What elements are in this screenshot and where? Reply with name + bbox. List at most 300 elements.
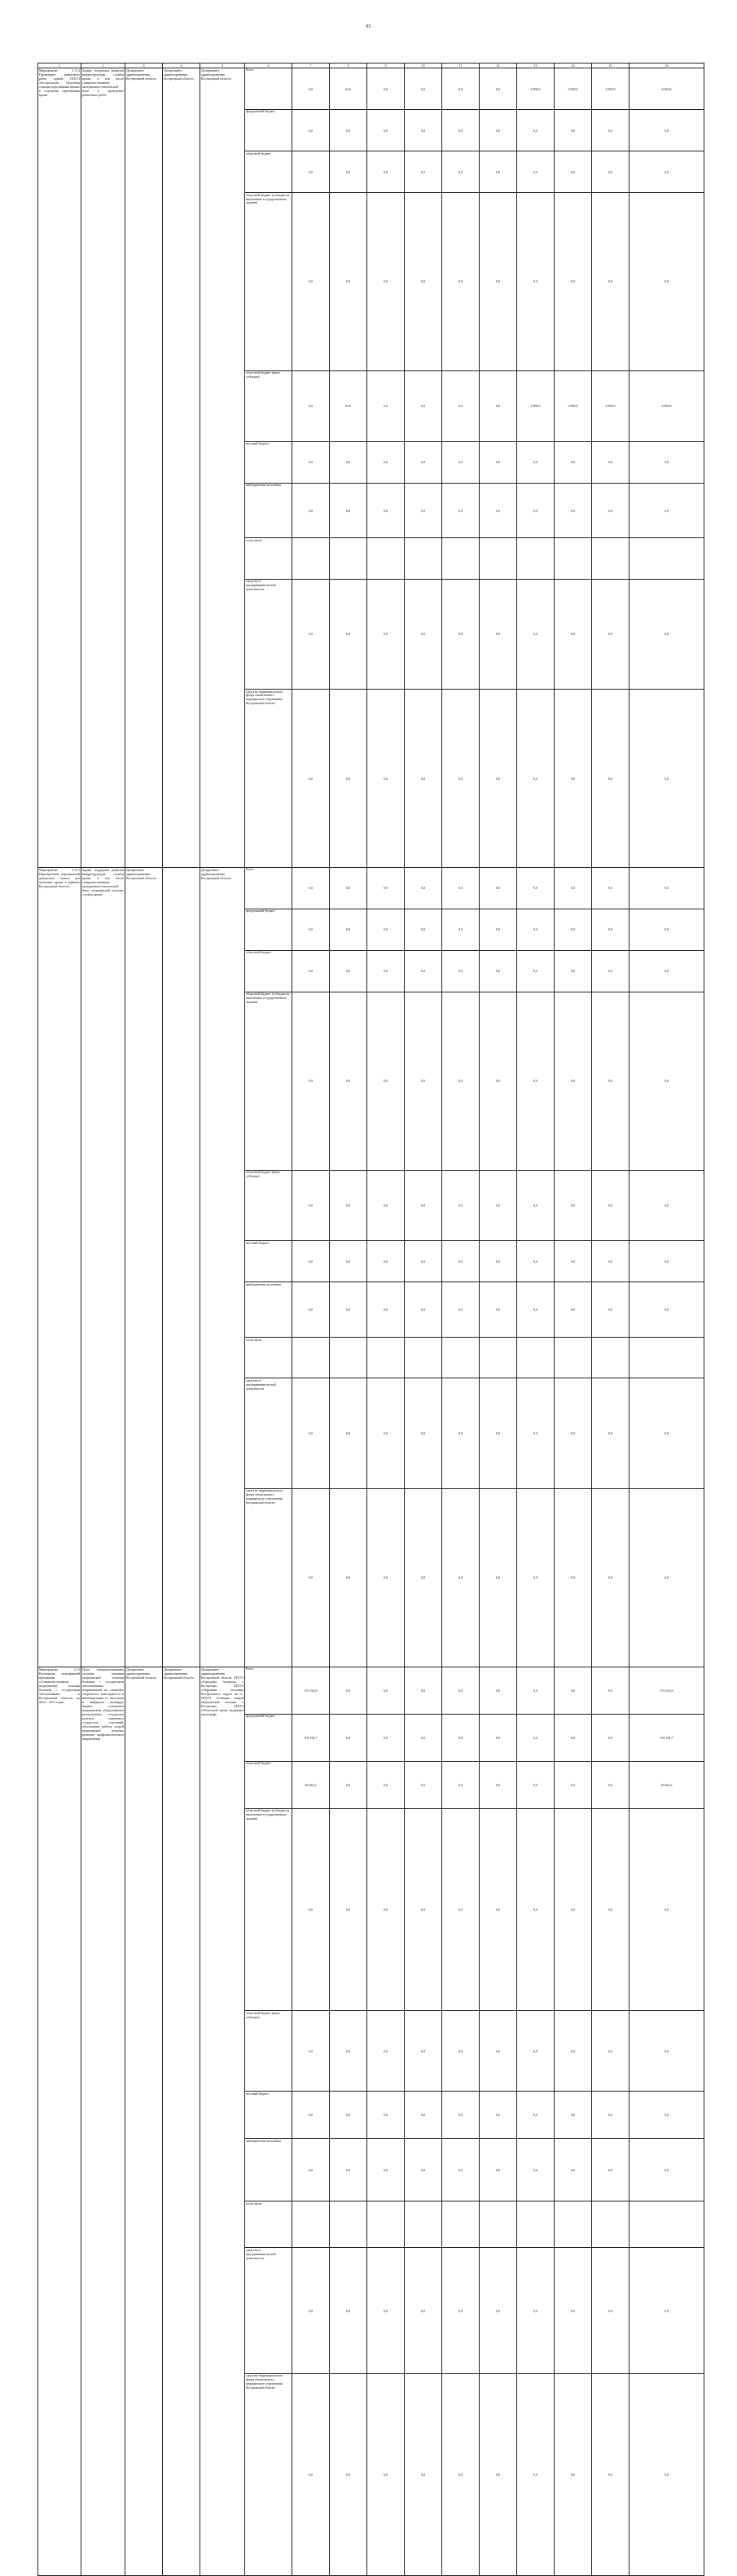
- amount-cell: 0,0: [292, 1282, 330, 1338]
- block-c3-cell: Департамент здравоохранения Костромской области: [125, 68, 163, 868]
- amount-cell: 0,0: [330, 1282, 367, 1338]
- amount-cell: 0,0: [367, 867, 405, 909]
- amount-cell: 0,0: [442, 1282, 480, 1338]
- amount-cell: 0,0: [517, 1714, 555, 1761]
- amount-cell: 0,0: [442, 1489, 480, 1667]
- amount-cell: [367, 538, 405, 579]
- amount-cell: 0,0: [555, 1378, 592, 1489]
- amount-cell: [517, 1338, 555, 1378]
- amount-cell: 0,0: [330, 867, 367, 909]
- amount-cell: 0,0: [630, 441, 704, 483]
- amount-cell: 0,0: [592, 1761, 630, 1808]
- funding-source-cell: в том числе:: [245, 2201, 292, 2248]
- funding-source-cell: внебюджетные источники: [245, 1282, 292, 1338]
- amount-cell: 0,0: [480, 110, 517, 151]
- amount-cell: 0,0: [555, 151, 592, 193]
- amount-cell: 0,0: [517, 579, 555, 690]
- amount-cell: 0,0: [367, 1714, 405, 1761]
- block-c2-cell: Задача: поддержка развития инфраструктуры службы крови, в том числе совершенствование материально-технической базы, медицинской помощи, службы крови: [81, 867, 125, 1667]
- funding-source-cell: областной бюджет: [245, 1761, 292, 1808]
- header-cell: 11: [442, 64, 480, 68]
- amount-cell: [405, 1338, 442, 1378]
- amount-cell: 0,0: [330, 2092, 367, 2139]
- amount-cell: 0,0: [555, 1714, 592, 1761]
- amount-cell: 0,0: [292, 2139, 330, 2201]
- amount-cell: 0,0: [630, 950, 704, 992]
- amount-cell: 0,0: [442, 1241, 480, 1282]
- amount-cell: 0,0: [592, 1282, 630, 1338]
- amount-cell: 0,0: [630, 579, 704, 690]
- amount-cell: 0,0: [405, 1761, 442, 1808]
- amount-cell: 0,0: [480, 2092, 517, 2139]
- amount-cell: 0,0: [630, 483, 704, 538]
- amount-cell: 0,0: [630, 2092, 704, 2139]
- header-cell: 4: [163, 64, 200, 68]
- table-row: [38, 68, 704, 110]
- amount-cell: 0,0: [480, 690, 517, 868]
- amount-cell: 0,0: [367, 1282, 405, 1338]
- amount-cell: 0,0: [555, 690, 592, 868]
- amount-cell: 0,0: [592, 1489, 630, 1667]
- amount-cell: 0,0: [405, 1667, 442, 1714]
- amount-cell: [555, 538, 592, 579]
- header-cell: 2: [81, 64, 125, 68]
- amount-cell: [330, 1338, 367, 1378]
- amount-cell: 0,0: [292, 2092, 330, 2139]
- amount-cell: 0,0: [405, 193, 442, 370]
- amount-cell: [480, 538, 517, 579]
- funding-source-cell: Всего: [245, 867, 292, 909]
- amount-cell: [517, 538, 555, 579]
- amount-cell: 0,0: [367, 1170, 405, 1241]
- amount-cell: 0,0: [405, 1170, 442, 1241]
- amount-cell: 0,0: [405, 950, 442, 992]
- amount-cell: 0,0: [367, 2373, 405, 2576]
- amount-cell: 0,0: [480, 370, 517, 441]
- amount-cell: 0,0: [330, 1667, 367, 1714]
- header-cell: 10: [405, 64, 442, 68]
- funding-source-cell: областной бюджет (субсидии на выполнение государственного задания): [245, 1808, 292, 2011]
- amount-cell: 0,0: [405, 690, 442, 868]
- amount-cell: [442, 538, 480, 579]
- amount-cell: [367, 1338, 405, 1378]
- amount-cell: 0,0: [630, 1378, 704, 1489]
- amount-cell: 0,0: [330, 2139, 367, 2201]
- amount-cell: 0,0: [517, 441, 555, 483]
- amount-cell: 0,0: [367, 441, 405, 483]
- amount-cell: 0,0: [517, 992, 555, 1170]
- amount-cell: 0,0: [555, 441, 592, 483]
- block-c4-cell: Департамент здравоохранения Костромской области: [163, 1667, 200, 2576]
- block-c2-cell: Цель: совершенствование системы оказания медицинской помощи больным с сосудистыми заболеваниями, направленной на снижение смертности, инвалидности и инвалидизации от инсультов и инфарктов миокарда. Задачи: оснащение медицинским оборудованием региональных сосудистых центров, первичных сосудистых отделений, обеспечение работы скорой медицинской помощи, развитие профилактического направления: [81, 1667, 125, 2576]
- amount-cell: 0,0: [592, 1241, 630, 1282]
- amount-cell: 0,0: [480, 1714, 517, 1761]
- amount-cell: 0,0: [517, 1282, 555, 1338]
- amount-cell: 0,0: [555, 2248, 592, 2373]
- amount-cell: [330, 2201, 367, 2248]
- amount-cell: 0,0: [330, 690, 367, 868]
- amount-cell: 0,0: [405, 1241, 442, 1282]
- amount-cell: 0,0: [330, 2248, 367, 2373]
- amount-cell: 0,0: [442, 1667, 480, 1714]
- amount-cell: 0,0: [330, 151, 367, 193]
- funding-source-cell: Всего: [245, 68, 292, 110]
- amount-cell: 0,0: [480, 483, 517, 538]
- amount-cell: 0,0: [442, 2092, 480, 2139]
- amount-cell: 0,0: [592, 1808, 630, 2011]
- table-row: [38, 867, 704, 909]
- amount-cell: [292, 2201, 330, 2248]
- funding-source-cell: областной бюджет (иные субсидии): [245, 1170, 292, 1241]
- amount-cell: 0,0: [442, 1808, 480, 2011]
- amount-cell: [517, 2201, 555, 2248]
- amount-cell: 0,0: [292, 1378, 330, 1489]
- amount-cell: 0,0: [292, 2373, 330, 2576]
- amount-cell: [292, 1338, 330, 1378]
- amount-cell: 0,0: [517, 1667, 555, 1714]
- header-cell: 14: [555, 64, 592, 68]
- program-table: [37, 63, 704, 2576]
- amount-cell: [630, 2201, 704, 2248]
- amount-cell: 0,0: [330, 909, 367, 950]
- amount-cell: 0,0: [592, 950, 630, 992]
- amount-cell: 0,0: [442, 2248, 480, 2373]
- amount-cell: 0,0: [405, 370, 442, 441]
- amount-cell: 0,0: [442, 1378, 480, 1489]
- amount-cell: 0,0: [630, 1489, 704, 1667]
- amount-cell: 0,0: [367, 2139, 405, 2201]
- block-c1-cell: Мероприятие 2.11.4 Проведение ремонтных работ зданий ОГБУЗ «Костромская областная станция переливания крови» в отделении переливания крови: [38, 68, 81, 868]
- amount-cell: 63,6: [330, 68, 367, 110]
- amount-cell: 0,0: [592, 909, 630, 950]
- table-body: [38, 64, 704, 2576]
- amount-cell: 0,0: [405, 441, 442, 483]
- amount-cell: 0,0: [517, 950, 555, 992]
- funding-source-cell: внебюджетные источники: [245, 483, 292, 538]
- amount-cell: 0,0: [367, 579, 405, 690]
- amount-cell: 0,0: [367, 110, 405, 151]
- amount-cell: 0,0: [517, 2139, 555, 2201]
- amount-cell: 0,0: [330, 2373, 367, 2576]
- amount-cell: 0,0: [592, 2248, 630, 2373]
- amount-cell: 0,0: [292, 151, 330, 193]
- amount-cell: 0,0: [517, 110, 555, 151]
- amount-cell: 0,0: [480, 1761, 517, 1808]
- header-cell: 15: [592, 64, 630, 68]
- page-number: 85: [366, 24, 371, 29]
- amount-cell: 0,0: [480, 193, 517, 370]
- amount-cell: 0,0: [517, 1489, 555, 1667]
- amount-cell: 0,0: [480, 867, 517, 909]
- amount-cell: [330, 538, 367, 579]
- amount-cell: 0,0: [405, 151, 442, 193]
- amount-cell: 0,0: [330, 992, 367, 1170]
- header-cell: 1: [38, 64, 81, 68]
- amount-cell: 0,0: [367, 690, 405, 868]
- amount-cell: 0,0: [517, 483, 555, 538]
- amount-cell: 0,0: [517, 1808, 555, 2011]
- block-c1-cell: Мероприятие 2.11.5 Приобретение передвижной донорского пункта для заготовки крови в районах Костромской области: [38, 867, 81, 1667]
- amount-cell: 0,0: [367, 1489, 405, 1667]
- amount-cell: [555, 1338, 592, 1378]
- header-cell: 7: [292, 64, 330, 68]
- amount-cell: 0,0: [630, 1241, 704, 1282]
- amount-cell: 0,0: [630, 110, 704, 151]
- amount-cell: 0,0: [517, 1761, 555, 1808]
- amount-cell: 0,0: [292, 193, 330, 370]
- amount-cell: 0,0: [592, 2011, 630, 2092]
- funding-source-cell: средства от предпринимательской деятельности: [245, 1378, 292, 1489]
- amount-cell: 0,0: [442, 909, 480, 950]
- header-cell: 9: [367, 64, 405, 68]
- amount-cell: 0,0: [292, 950, 330, 992]
- block-c4-cell: -: [163, 867, 200, 1667]
- amount-cell: 0,0: [442, 1170, 480, 1241]
- amount-cell: 0,0: [480, 1170, 517, 1241]
- amount-cell: 0,0: [555, 1282, 592, 1338]
- amount-cell: 0,0: [442, 68, 480, 110]
- amount-cell: 0,0: [292, 1241, 330, 1282]
- amount-cell: 0,0: [442, 1761, 480, 1808]
- amount-cell: 0,0: [592, 690, 630, 868]
- amount-cell: 0,0: [480, 2139, 517, 2201]
- amount-cell: 0,0: [405, 909, 442, 950]
- amount-cell: 0,0: [480, 2011, 517, 2092]
- amount-cell: 0,0: [330, 1714, 367, 1761]
- header-cell: 16: [630, 64, 704, 68]
- amount-cell: 0,0: [367, 2248, 405, 2373]
- amount-cell: 63,6: [330, 370, 367, 441]
- header-cell: 13: [517, 64, 555, 68]
- amount-cell: 0,0: [330, 1170, 367, 1241]
- amount-cell: 2 000,0: [555, 68, 592, 110]
- funding-source-cell: местный бюджет: [245, 2092, 292, 2139]
- amount-cell: 0,0: [555, 1667, 592, 1714]
- amount-cell: 0,0: [517, 1378, 555, 1489]
- table-row: [38, 1667, 704, 1714]
- amount-cell: 0,0: [555, 909, 592, 950]
- amount-cell: 0,0: [442, 690, 480, 868]
- amount-cell: 45 822,2: [630, 1761, 704, 1808]
- amount-cell: 0,0: [405, 68, 442, 110]
- amount-cell: 0,0: [480, 2373, 517, 2576]
- amount-cell: 0,0: [292, 1170, 330, 1241]
- amount-cell: 0,0: [555, 1489, 592, 1667]
- block-c5-cell: Департамент здравоохранения Костромской области: [200, 867, 245, 1667]
- amount-cell: 0,0: [555, 483, 592, 538]
- funding-source-cell: средства от предпринимательской деятельности: [245, 579, 292, 690]
- header-cell: 3: [125, 64, 163, 68]
- amount-cell: 0,0: [555, 193, 592, 370]
- funding-source-cell: местный бюджет: [245, 1241, 292, 1282]
- funding-source-cell: областной бюджет: [245, 151, 292, 193]
- amount-cell: [592, 538, 630, 579]
- amount-cell: 6 063,6: [630, 68, 704, 110]
- amount-cell: 0,0: [292, 110, 330, 151]
- amount-cell: 0,0: [292, 1489, 330, 1667]
- amount-cell: 0,0: [442, 483, 480, 538]
- amount-cell: 0,0: [292, 690, 330, 868]
- amount-cell: 0,0: [480, 1241, 517, 1282]
- amount-cell: 0,0: [292, 2011, 330, 2092]
- amount-cell: 0,0: [480, 1489, 517, 1667]
- amount-cell: 0,0: [367, 2092, 405, 2139]
- amount-cell: 0,0: [330, 1489, 367, 1667]
- amount-cell: 0,0: [367, 151, 405, 193]
- amount-cell: 151 014,9: [630, 1667, 704, 1714]
- amount-cell: 0,0: [592, 151, 630, 193]
- amount-cell: 0,0: [592, 1378, 630, 1489]
- amount-cell: 0,0: [330, 110, 367, 151]
- amount-cell: 0,0: [367, 193, 405, 370]
- amount-cell: 2 000,0: [555, 370, 592, 441]
- amount-cell: 0,0: [330, 950, 367, 992]
- funding-source-cell: областной бюджет (субсидии на выполнение государственного задания): [245, 992, 292, 1170]
- amount-cell: 0,0: [592, 483, 630, 538]
- amount-cell: 0,0: [480, 1282, 517, 1338]
- amount-cell: 0,0: [292, 483, 330, 538]
- amount-cell: 0,0: [442, 867, 480, 909]
- amount-cell: 0,0: [592, 1667, 630, 1714]
- amount-cell: 0,0: [405, 2373, 442, 2576]
- amount-cell: 0,0: [480, 2248, 517, 2373]
- amount-cell: 0,0: [442, 950, 480, 992]
- amount-cell: 0,0: [630, 2248, 704, 2373]
- amount-cell: 0,0: [442, 441, 480, 483]
- amount-cell: [592, 2201, 630, 2248]
- amount-cell: 0,0: [555, 2139, 592, 2201]
- funding-source-cell: областной бюджет (иные субсидии): [245, 2011, 292, 2092]
- amount-cell: 0,0: [330, 483, 367, 538]
- amount-cell: 0,0: [630, 1282, 704, 1338]
- amount-cell: 0,0: [292, 2248, 330, 2373]
- funding-source-cell: федеральный бюджет: [245, 909, 292, 950]
- amount-cell: 0,0: [592, 193, 630, 370]
- amount-cell: 0,0: [555, 579, 592, 690]
- amount-cell: 0,0: [480, 1808, 517, 2011]
- amount-cell: 0,0: [292, 992, 330, 1170]
- header-cell: 12: [480, 64, 517, 68]
- amount-cell: 0,0: [592, 2092, 630, 2139]
- amount-cell: 2 000,0: [517, 370, 555, 441]
- amount-cell: 0,0: [517, 2092, 555, 2139]
- amount-cell: [480, 2201, 517, 2248]
- amount-cell: 0,0: [517, 690, 555, 868]
- amount-cell: 0,0: [367, 992, 405, 1170]
- funding-source-cell: внебюджетные источники: [245, 2139, 292, 2201]
- block-c5-cell: Департамент здравоохранения Костромской области, ОГБУЗ «Городская больница г. Костромы», ОГБУЗ «Окружная больница Костромского округа №1», ОГБУЗ «Станция скорой медицинской помощи г. Костромы», ОГБУЗ «Областной центр медицины катастроф»: [200, 1667, 245, 2576]
- header-cell: 6: [245, 64, 292, 68]
- amount-cell: 0,0: [367, 950, 405, 992]
- amount-cell: 0,0: [405, 867, 442, 909]
- amount-cell: 0,0: [405, 1378, 442, 1489]
- amount-cell: 0,0: [330, 1378, 367, 1489]
- amount-cell: 0,0: [630, 2139, 704, 2201]
- amount-cell: 0,0: [292, 68, 330, 110]
- amount-cell: [367, 2201, 405, 2248]
- amount-cell: 0,0: [367, 1241, 405, 1282]
- amount-cell: 0,0: [630, 193, 704, 370]
- amount-cell: 0,0: [330, 441, 367, 483]
- funding-source-cell: в том числе:: [245, 538, 292, 579]
- funding-source-cell: областной бюджет (иные субсидии): [245, 370, 292, 441]
- amount-cell: 0,0: [592, 1714, 630, 1761]
- block-c3-cell: Департамент здравоохранения Костромской области: [125, 867, 163, 1667]
- amount-cell: 0,0: [592, 1170, 630, 1241]
- funding-source-cell: федеральный бюджет: [245, 110, 292, 151]
- amount-cell: 0,0: [442, 992, 480, 1170]
- amount-cell: 0,0: [292, 370, 330, 441]
- block-c5-cell: Департамент здравоохранения Костромской области: [200, 68, 245, 868]
- funding-source-cell: федеральный бюджет: [245, 1714, 292, 1761]
- amount-cell: 105 192,7: [292, 1714, 330, 1761]
- funding-source-cell: областной бюджет: [245, 950, 292, 992]
- amount-cell: 0,0: [480, 579, 517, 690]
- amount-cell: 0,0: [292, 1808, 330, 2011]
- amount-cell: 0,0: [517, 193, 555, 370]
- funding-source-cell: средства территориального фонда обязательного медицинского страхования Костромской области: [245, 1489, 292, 1667]
- amount-cell: 0,0: [405, 1282, 442, 1338]
- amount-cell: 0,0: [480, 909, 517, 950]
- block-c3-cell: Департамент здравоохранения Костромской области: [125, 1667, 163, 2576]
- amount-cell: [292, 538, 330, 579]
- amount-cell: [480, 1338, 517, 1378]
- amount-cell: 0,0: [442, 579, 480, 690]
- amount-cell: 0,0: [330, 193, 367, 370]
- amount-cell: 0,0: [330, 1761, 367, 1808]
- amount-cell: 0,0: [630, 992, 704, 1170]
- header-cell: 5: [200, 64, 245, 68]
- amount-cell: 0,0: [555, 992, 592, 1170]
- amount-cell: 0,0: [442, 370, 480, 441]
- amount-cell: [442, 1338, 480, 1378]
- amount-cell: 0,0: [367, 2011, 405, 2092]
- amount-cell: 0,0: [517, 909, 555, 950]
- amount-cell: 0,0: [292, 867, 330, 909]
- funding-source-cell: средства территориального фонда обязательного медицинского страхования Костромской области: [245, 690, 292, 868]
- amount-cell: 0,0: [367, 483, 405, 538]
- amount-cell: [405, 538, 442, 579]
- amount-cell: 0,0: [442, 110, 480, 151]
- amount-cell: 0,0: [405, 110, 442, 151]
- funding-source-cell: областной бюджет (субсидии на выполнение государственного задания): [245, 193, 292, 370]
- amount-cell: 2 000,0: [517, 68, 555, 110]
- amount-cell: 0,0: [592, 867, 630, 909]
- amount-cell: [630, 538, 704, 579]
- amount-cell: 0,0: [517, 2011, 555, 2092]
- amount-cell: 0,0: [592, 441, 630, 483]
- amount-cell: 0,0: [592, 110, 630, 151]
- amount-cell: 0,0: [630, 867, 704, 909]
- amount-cell: 0,0: [630, 2011, 704, 2092]
- block-c1-cell: Мероприятие 2.12 Реализация мероприятий программы «Совершенствование медицинской помощи больным с сосудистыми заболеваниями в Костромской области» на 2012 – 2015 годы»: [38, 1667, 81, 2576]
- amount-cell: 0,0: [292, 579, 330, 690]
- amount-cell: 0,0: [330, 579, 367, 690]
- amount-cell: 0,0: [630, 1170, 704, 1241]
- amount-cell: 0,0: [330, 1241, 367, 1282]
- amount-cell: 0,0: [555, 2373, 592, 2576]
- amount-cell: 0,0: [367, 909, 405, 950]
- amount-cell: 0,0: [367, 1667, 405, 1714]
- amount-cell: 0,0: [555, 867, 592, 909]
- header-cell: 8: [330, 64, 367, 68]
- amount-cell: 0,0: [555, 1241, 592, 1282]
- funding-source-cell: Всего: [245, 1667, 292, 1714]
- amount-cell: 0,0: [442, 2011, 480, 2092]
- amount-cell: 0,0: [592, 992, 630, 1170]
- amount-cell: 0,0: [367, 1808, 405, 2011]
- funding-source-cell: в том числе:: [245, 1338, 292, 1378]
